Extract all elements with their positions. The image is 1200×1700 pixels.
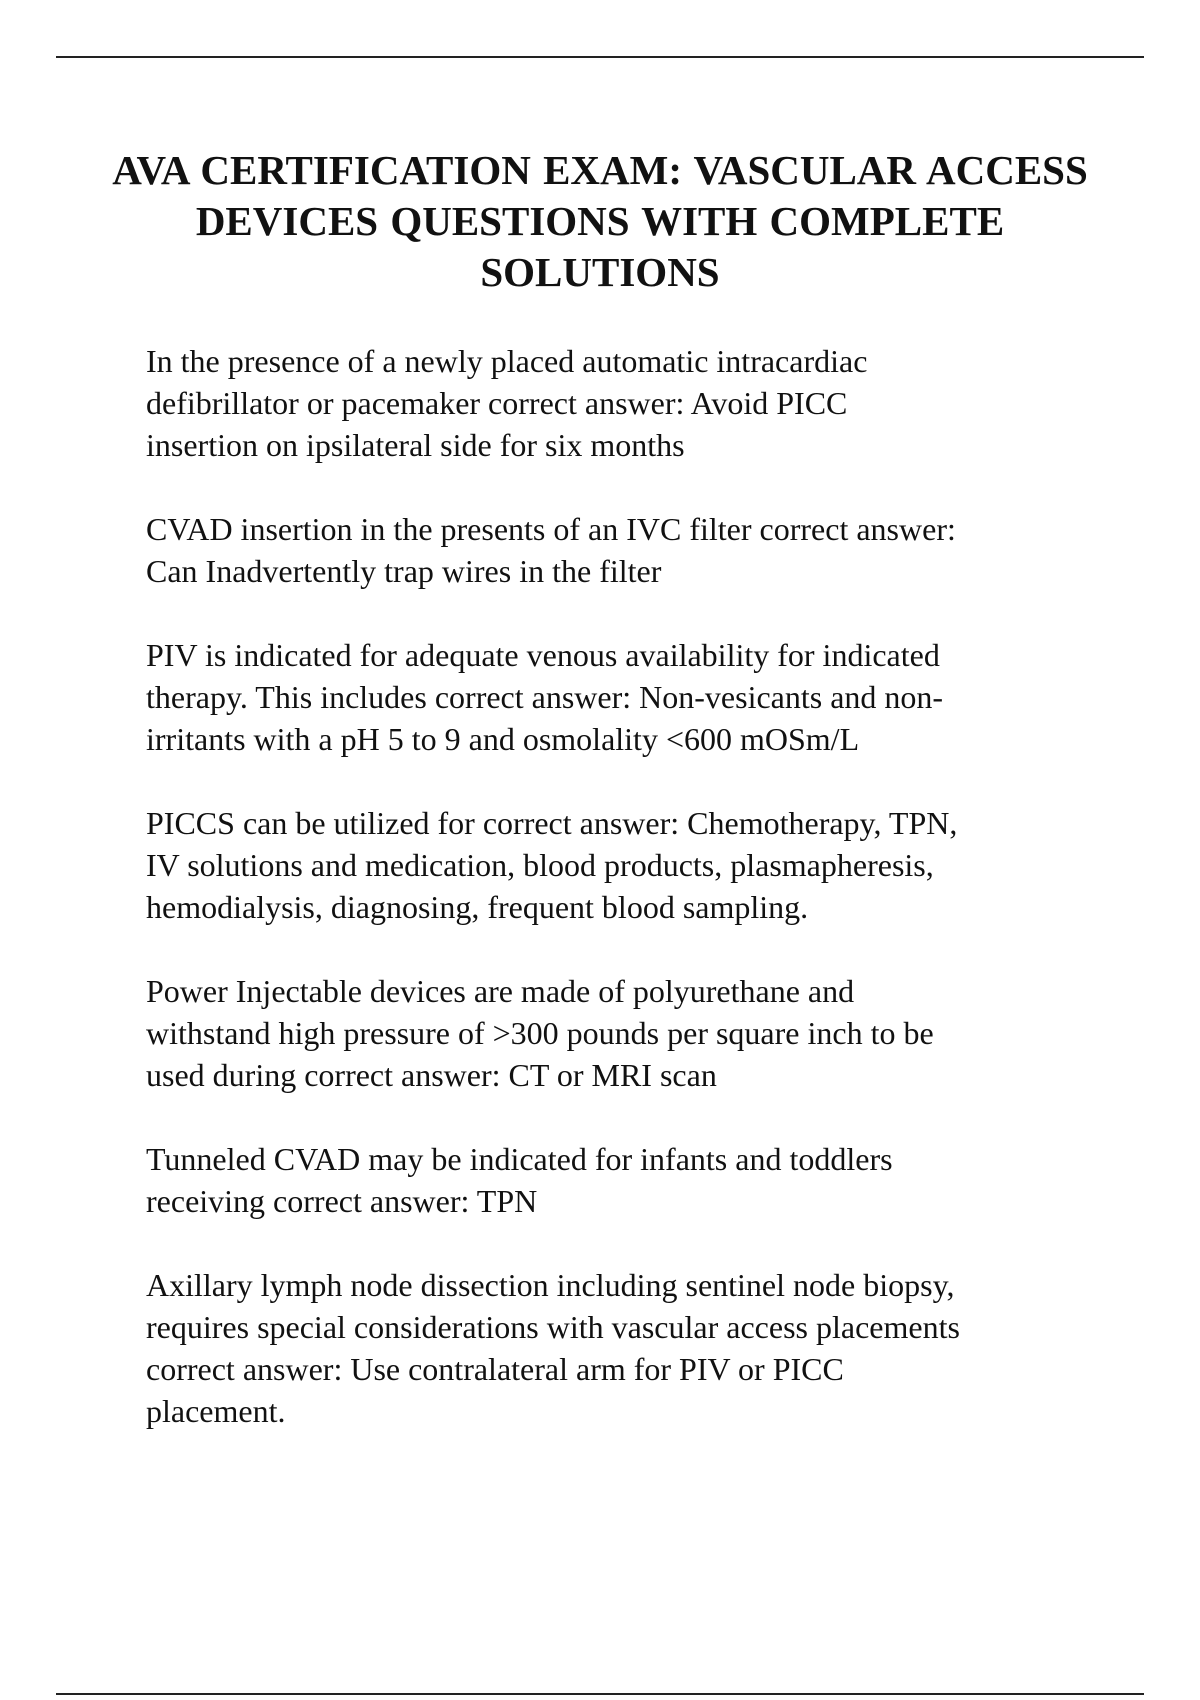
qa-item-7: Axillary lymph node dissection including sentinel node biopsy, requires special considerations with vascular access placements correct answer: Use contralateral arm for PIV or PICC placement.	[146, 1267, 960, 1429]
qa-item-5: Power Injectable devices are made of polyurethane and withstand high pressure of >300 pounds per square inch to be used during correct answer: CT or MRI scan	[146, 973, 934, 1093]
top-rule	[56, 56, 1144, 58]
document-title: AVA CERTIFICATION EXAM: VASCULAR ACCESS DEVICES QUESTIONS WITH COMPLETE SOLUTIONS	[112, 147, 1088, 295]
qa-item-6: Tunneled CVAD may be indicated for infants and toddlers receiving correct answer: TPN	[146, 1141, 893, 1219]
qa-list	[146, 340, 1146, 1474]
qa-item-2: CVAD insertion in the presents of an IVC filter correct answer: Can Inadvertently trap wires in the filter	[146, 511, 956, 589]
qa-item-1: In the presence of a newly placed automatic intracardiac defibrillator or pacemaker correct answer: Avoid PICC insertion on ipsilateral side for six months	[146, 343, 868, 463]
bottom-rule	[56, 1693, 1144, 1695]
qa-item-4: PICCS can be utilized for correct answer: Chemotherapy, TPN, IV solutions and medication, blood products, plasmapheresis, hemodialysis, diagnosing, frequent blood sampling.	[146, 805, 958, 925]
qa-item-3: PIV is indicated for adequate venous availability for indicated therapy. This includes correct answer: Non-vesicants and non- irritants with a pH 5 to 9 and osmolality <600 mOSm/L	[146, 637, 944, 757]
